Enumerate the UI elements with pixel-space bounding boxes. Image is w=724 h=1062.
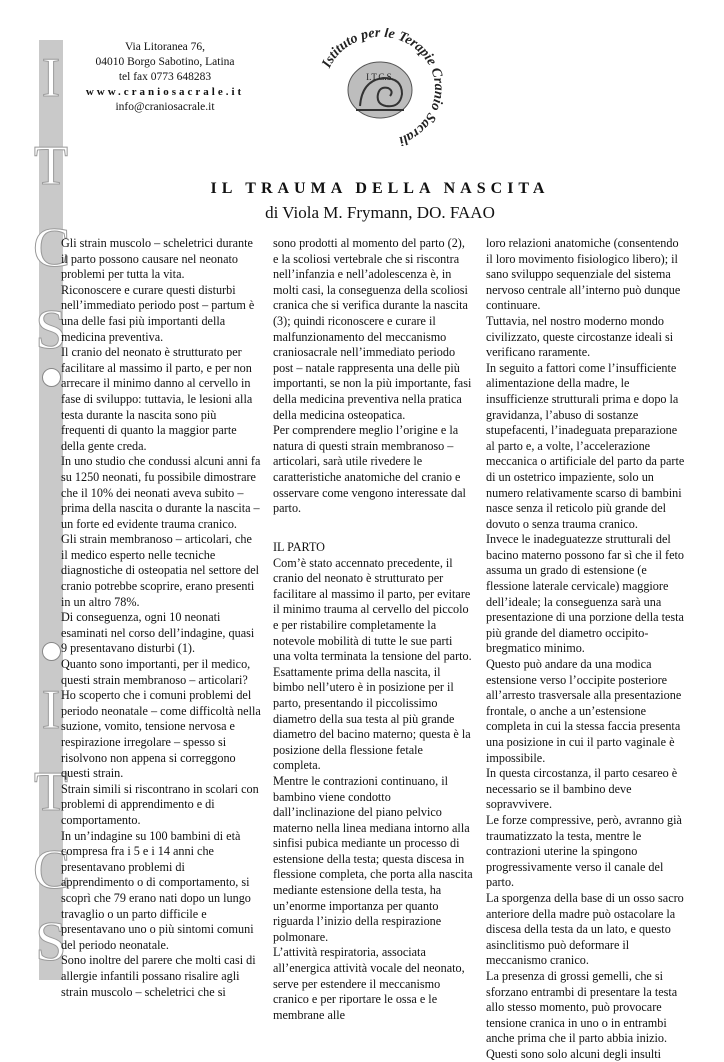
section-parto — [273, 540, 473, 1023]
paragraph: Ho scoperto che i comuni problemi del periodo neonatale – come difficoltà nella suzione, vomito, tensione nervosa e respirazione irregolare – spesso si risolvono non appena si correggono questi strain. — [61, 688, 261, 781]
paragraph: La presenza di grossi gemelli, che si sforzano entrambi di presentare la testa allo stesso momento, può provocare tensione cranica in uno o in entrambi anche prima che il parto abbia inizio. — [486, 968, 678, 1046]
logo-center-text: I.T.C.S. — [366, 72, 394, 82]
paragraph: Mentre le contrazioni continuano, il bambino viene condotto dall’inclinazione del piano pelvico materno nella linea mediana intorno alla sinfisi pubica mediante un processo di estensione della testa; questa discesa in flessione completa, che porta alla nascita mediante estensione della testa, ha un’enorme importanza per quanto riguarda l’inizio della respirazione polmonare. — [273, 773, 473, 944]
paragraph: Gli strain membranoso – articolari, che il medico esperto nelle tecniche diagnostiche di osteopatia nel settore del cranio potrebbe scoprire, erano presenti in un altro 78%. — [61, 532, 259, 609]
paragraph: sono prodotti al momento del parto (2), e la scoliosi vertebrale che si riscontra nell’infanzia e nell’adolescenza è, in molti casi, la conseguenza della scoliosi cranica che si verifica durante la nascita (3); quindi riconoscere e curare il malfunzionamento del meccanismo craniosacrale nell’immediato periodo post – natale rappresenta una delle più importanti, se non la più importante, fasi della medicina preventiva nella pratica della medicina osteopatica. — [273, 236, 472, 422]
paragraph: Gli strain muscolo – scheletrici durante il parto possono causare nel neonato problemi per tutta la vita. — [61, 236, 253, 282]
paragraph: L’attività respiratoria, associata all’energica attività vocale del neonato, serve per estendere il meccanismo cranico e per riportare le ossa e le membrane alle — [273, 945, 465, 1022]
address-email[interactable]: info@craniosacrale.it — [115, 101, 215, 113]
article-title: IL TRAUMA DELLA NASCITA — [210, 180, 550, 197]
article-column-2 — [273, 236, 473, 517]
paragraph: La sporgenza della base di un osso sacro anteriore della madre può ostacolare la discesa della testa da un lato, e questo asinclitismo può deformare il meccanismo cranico. — [486, 890, 684, 968]
sidebar-band — [33, 40, 71, 980]
logo-ring-text: Istituto per le Terapie Cranio Sacrali — [319, 28, 447, 146]
institute-logo — [300, 28, 460, 146]
address-website[interactable]: www.craniosacrale.it — [85, 86, 245, 98]
paragraph: Questi sono solo alcuni degli insulti — [486, 1046, 662, 1061]
paragraph: In uno studio che condussi alcuni anni fa su 1250 neonati, fu possibile dimostrare che il 10% dei neonati aveva subito – prima della nascita o durante la nascita – un forte ed evidente trauma cranico. — [61, 454, 261, 531]
sidebar-dot — [42, 642, 61, 661]
paragraph: loro relazioni anatomiche (consentendo il loro movimento fisiologico libero); il sano sviluppo sequenziale del sistema nervoso centrale all’interno può dunque continuare. — [486, 236, 681, 313]
address-phone: tel fax 0773 648283 — [118, 71, 212, 83]
sidebar-letter: T — [33, 135, 69, 197]
address-block — [70, 40, 260, 115]
sidebar-letter: I — [41, 679, 61, 741]
paragraph: Quanto sono importanti, per il medico, questi strain membranoso – articolari? — [61, 657, 251, 687]
article-author: di Viola M. Frymann, DO. FAAO — [265, 203, 495, 222]
address-city: 04010 Borgo Sabotino, Latina — [95, 56, 235, 68]
paragraph: In un’indagine su 100 bambini di età compresa fra i 5 e i 14 anni che presentavano problemi di apprendimento o di comportamento, si scoprì che 79 erano nati dopo un lungo travaglio o un parto difficile e presentavano uno o più sintomi comuni del periodo neonatale. — [61, 828, 254, 952]
sidebar-letter: I — [41, 47, 61, 109]
paragraph: Per comprendere meglio l’origine e la natura di questi strain membranoso – articolari, sarà utile rivedere le caratteristiche anatomiche del cranio e osservare come vengono interessate dal parto. — [273, 423, 466, 516]
section-heading: IL PARTO — [273, 540, 325, 554]
paragraph: Questo può andare da una modica estensione verso l’occipite posteriore all’arresto trasversale alla presentazione frontale, o anche a un’estensione completa in cui la stessa faccia presenta una posizione in cui il parto vaginale è impossibile. — [486, 657, 682, 765]
paragraph: Riconoscere e curare questi disturbi nell’immediato periodo post – partum è una delle fasi più importanti della medicina preventiva. — [61, 282, 255, 344]
article-column-3 — [486, 236, 686, 1062]
sidebar-letter: T — [33, 761, 69, 823]
paragraph: In questa circostanza, il parto cesareo è necessario se il bambino deve sopravvivere. — [486, 766, 678, 812]
sidebar-letter: S — [35, 299, 67, 361]
paragraph: Di conseguenza, ogni 10 neonati esaminati nel corso dell’indagine, quasi 9 presentavano disturbi (1). — [61, 610, 255, 656]
sidebar-letter: C — [33, 839, 71, 901]
paragraph: Sono inoltre del parere che molti casi di allergie infantili possano risalire agli strain muscolo – scheletrici che si — [61, 953, 256, 999]
paragraph: In seguito a fattori come l’insufficiente alimentazione della madre, le insufficienze strutturali prima e dopo la gravidanza, l’abuso di sostanze stupefacenti, l’inadeguata preparazione al parto e, a volte, l’accelerazione meccanica o artificiale del parto da parte di un ostetrico impaziente, solo un numero relativamente scarso di bambini nasce senza il reticolo più grande del dovuto o senza trauma cranico. — [486, 360, 685, 531]
paragraph: Tuttavia, nel nostro moderno mondo civilizzato, queste circostanze ideali si verificano raramente. — [486, 313, 674, 360]
paragraph: Il cranio del neonato è strutturato per facilitare al massimo il parto, e per non arrecare il minimo danno al cervello in fase di sviluppo: tuttavia, le lesioni alla testa durante la nascita sono più frequenti di quanto la maggior parte della gente creda. — [61, 345, 253, 453]
paragraph: Le forze compressive, però, avranno già traumatizzato la testa, mentre le contrazioni uterine la spingono progressivamente verso il canale del parto. — [486, 812, 682, 890]
paragraph: Esattamente prima della nascita, il bimbo nell’utero è in posizione per il parto, presentando il piccolissimo diametro della sua testa al più grande diametro del bacino materno; questa è la posizione della flessione fetale completa. — [273, 664, 471, 773]
paragraph: Strain simili si riscontrano in scolari con problemi di apprendimento e di comportamento. — [61, 781, 259, 827]
sidebar-letter: C — [33, 217, 71, 279]
paragraph: Com’è stato accennato precedente, il cranio del neonato è strutturato per facilitare al massimo il parto, per evitare il minimo trauma al cervello del piccolo e per ristabilire completamente la notevole mobilità di tutte le sue parti una volta terminata la tensione del parto. — [273, 555, 472, 664]
address-street: Via Litoranea 76, — [124, 41, 206, 53]
sidebar-dot — [42, 368, 61, 387]
paragraph: Invece le inadeguatezze strutturali del bacino materno possono far sì che il feto assuma un grado di estensione (e flessione laterale cervicale) maggiore dell’ideale; la conseguenza sarà una presentazione di una porzione della testa più grande del diametro occipito-bregmatico minimo. — [486, 532, 684, 656]
article-column-1 — [61, 236, 261, 1000]
sidebar-letter: S — [35, 911, 67, 973]
